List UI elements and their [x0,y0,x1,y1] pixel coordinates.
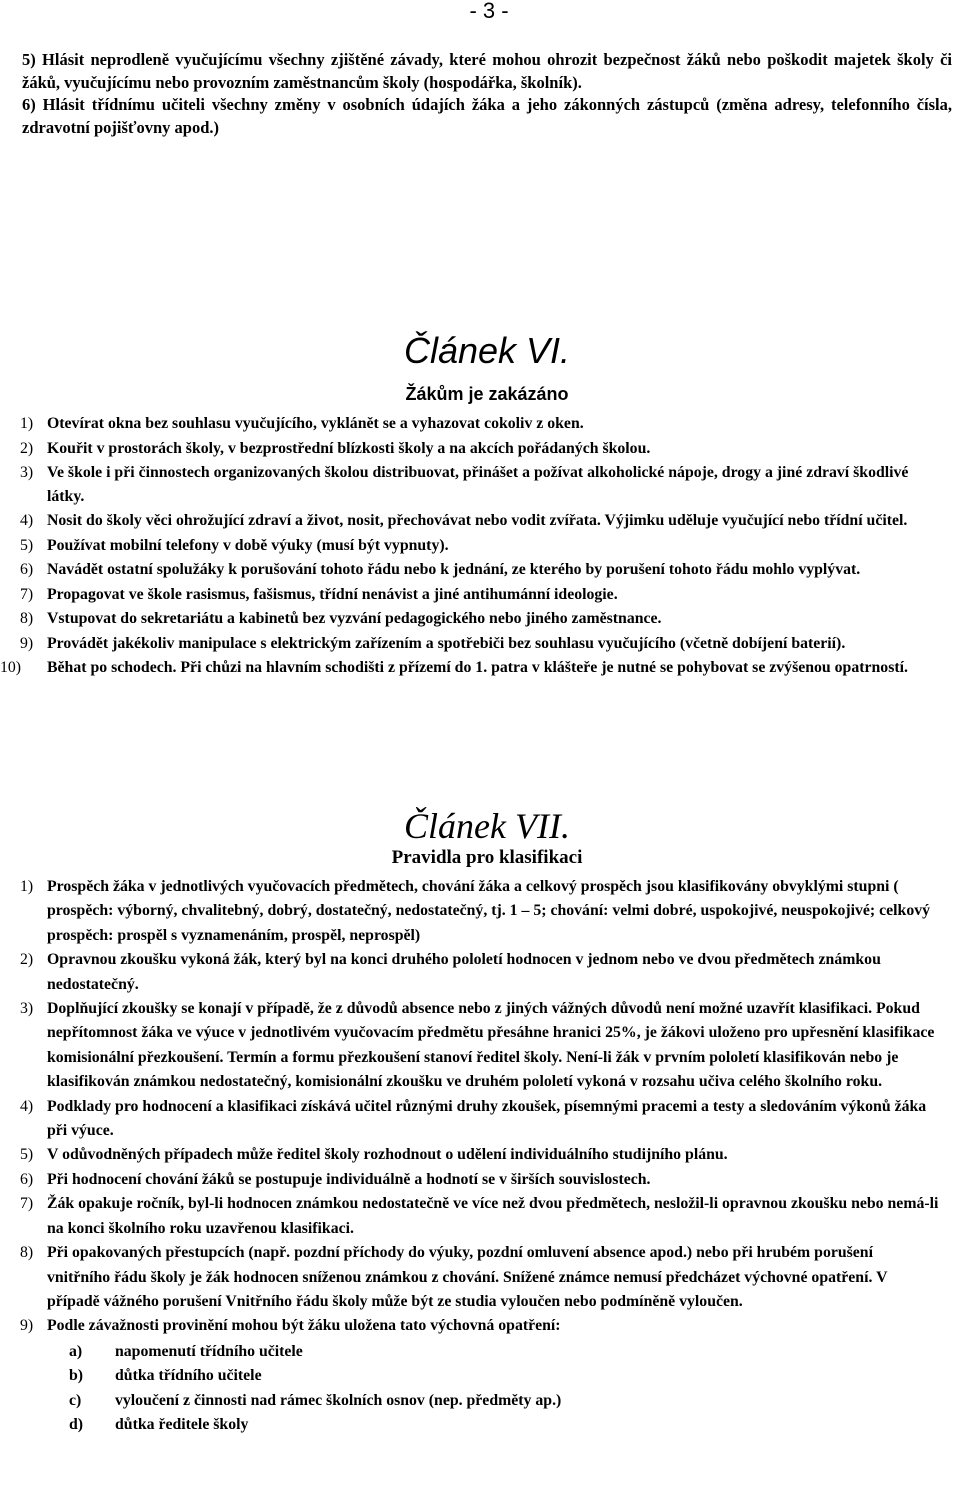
sub-item-letter: a) [69,1342,83,1360]
list-item [0,534,940,558]
article-7-title: Článek VII. [404,806,570,846]
item-number: 9) [20,634,34,652]
list-item [0,509,940,533]
sub-item-text: důtka ředitele školy [115,1415,249,1433]
list-item [0,1095,940,1144]
list-item [0,948,940,997]
item-text: Při hodnocení chování žáků se postupuje individuálně a hodnotí se v širších souvislostech. [47,1170,651,1188]
item-text: Běhat po schodech. Při chůzi na hlavním schodišti z přízemí do 1. patra v klášteře je nutné se pohybovat se zvýšenou opatrností. [47,659,908,676]
list-item [0,461,940,508]
list-item [0,607,940,631]
item-text: Nosit do školy věci ohrožující zdraví a život, nosit, přechovávat nebo vodit zvířata. Výjimku uděluje vyučující nebo třídní učitel. [47,512,908,529]
item-number: 2) [20,439,34,457]
item-text: Prospěch žáka v jednotlivých vyučovacích předmětech, chování žáka a celkový prospěch jsou klasifikovány obvyklými stupni ( prospěch: výborný, chvalitebný, dobrý, dostatečný, nedostatečný, tj. 1 – 5; chování: velmi dobré, uspokojivé, neuspokojivé; celkový prospěch: prospěl s vyznamenáním, prospěl, neprospěl) [47,878,931,944]
list-item [0,412,940,436]
sub-list-item [47,1340,940,1364]
sub-item-letter: c) [69,1391,82,1409]
item-text: Při opakovaných přestupcích (např. pozdní příchody do výuky, pozdní omluvení absence apod.) nebo při hrubém porušení vnitřního řádu školy je žák hodnocen sníženou známkou z chování. Snížené známce nemusí předcházet výchovné opatření. V případě vážného porušení Vnitřního řádu školy může být ze studia vyloučen nebo podmíněně vyloučen. [47,1244,888,1310]
item-text: Opravnou zkoušku vykoná žák, který byl na konci druhého pololetí hodnocen v jednom nebo ve dvou předmětech známkou nedostatečný. [47,951,881,993]
item-number: 7) [20,1195,34,1213]
sub-item-text: vyloučení z činnosti nad rámec školních osnov (nep. předměty ap.) [115,1391,562,1409]
item-text: Žák opakuje ročník, byl-li hodnocen známkou nedostatečně ve více než dvou předmětech, nesložil-li opravnou zkoušku nebo nemá-li na konci školního roku uzavřenou klasifikaci. [47,1195,939,1237]
article-6-subtitle: Žákům je zakázáno [405,384,569,404]
item-number: 3) [20,464,34,481]
item-text: Používat mobilní telefony v době výuky (musí být vypnuty). [47,536,449,554]
intro-section [22,49,952,139]
sub-list-item [47,1364,940,1388]
item-text: Propagovat ve škole rasismus, fašismus, třídní nenávist a jiné antihumánní ideologie. [47,585,618,603]
item-number: 4) [20,1097,34,1115]
list-item [0,1314,940,1437]
intro-item-6: 6) Hlásit třídnímu učiteli všechny změny v osobních údajích žáka a jeho zákonných zástupců (změna adresy, telefonního čísla, zdravotní pojišťovny apod.) [22,95,952,137]
item-number: 5) [20,1146,34,1164]
sub-list-item [47,1413,940,1437]
page-number: - 3 - [469,0,509,23]
list-item [0,583,940,607]
list-item [0,875,940,948]
article-7-subtitle: Pravidla pro klasifikaci [391,847,583,868]
sub-item-letter: b) [69,1367,84,1385]
item-number: 1) [20,415,34,432]
intro-item-5: 5) Hlásit neprodleně vyučujícímu všechny zjištěné závady, které mohou ohrozit bezpečnost žáků nebo poškodit majetek školy či žáků, vyučujícímu nebo provozním zaměstnancům školy (hospodářka, školník). [22,50,952,92]
item-number: 3) [20,1000,34,1018]
sub-item-text: důtka třídního učitele [115,1367,262,1385]
item-number: 1) [20,878,34,895]
list-item [0,1192,940,1241]
item-text: Doplňující zkoušky se konají v případě, že z důvodů absence nebo z jiných vážných důvodů není možné uzavřít klasifikaci. Pokud nepřítomnost žáka ve výuce v jednotlivém vyučovacím předmětu přesáhne hranici 25%, je žákovi uloženo pro upřesnění klasifikace komisionální přezkoušení. Termín a formu přezkoušení stanoví ředitel školy. Není-li žák v prvním pololetí klasifikován nebo je klasifikován známkou nedostatečný, komisionální zkoušku ve druhém pololetí vykoná v rozsahu učiva celého školního roku. [47,1000,935,1091]
article-6-list [0,412,940,681]
item-text: Ve škole i při činnostech organizovaných školou distribuovat, přinášet a požívat alkoholické nápoje, drogy a jiné zdraví škodlivé látky. [47,464,909,505]
item-text: Podle závažnosti provinění mohou být žáku uložena tato výchovná opatření: [47,1317,561,1335]
article-6-title: Článek VI. [403,330,571,371]
list-item [0,632,940,656]
list-item [0,1143,940,1167]
item-number: 6) [20,561,34,578]
item-number: 7) [20,585,34,603]
item-text: V odůvodněných případech může ředitel školy rozhodnout o udělení individuálního studijního plánu. [47,1146,728,1164]
item-number: 4) [20,512,34,529]
measures-sublist [47,1340,940,1438]
list-item [0,437,940,461]
item-number: 8) [20,610,34,627]
sub-item-letter: d) [69,1415,84,1433]
list-item [0,1241,940,1314]
list-item [0,1168,940,1192]
list-item [0,558,940,582]
item-number: 2) [20,951,34,969]
item-number: 5) [20,536,34,554]
item-text: Vstupovat do sekretariátu a kabinetů bez vyzvání pedagogického nebo jiného zaměstnance. [47,610,662,627]
item-text: Kouřit v prostorách školy, v bezprostřední blízkosti školy a na akcích pořádaných školou. [47,439,651,457]
item-text: Navádět ostatní spolužáky k porušování tohoto řádu nebo k jednání, ze kterého by porušení tohoto řádu mohlo vyplývat. [47,561,861,578]
sub-item-text: napomenutí třídního učitele [115,1342,303,1360]
sub-list-item [47,1389,940,1413]
list-item [0,656,940,680]
list-item [0,997,940,1095]
item-text: Provádět jakékoliv manipulace s elektrickým zařízením a spotřebiči bez souhlasu vyučujícího (včetně dobíjení baterií). [47,634,846,652]
item-text: Otevírat okna bez souhlasu vyučujícího, vyklánět se a vyhazovat cokoliv z oken. [47,415,584,432]
item-number: 10) [0,659,22,676]
article-7-list [0,875,940,1437]
item-number: 6) [20,1170,34,1188]
item-text: Podklady pro hodnocení a klasifikaci získává učitel různými druhy zkoušek, písemnými pracemi a testy a sledováním výkonů žáka při výuce. [47,1097,927,1140]
item-number: 9) [20,1317,34,1335]
item-number: 8) [20,1244,34,1262]
